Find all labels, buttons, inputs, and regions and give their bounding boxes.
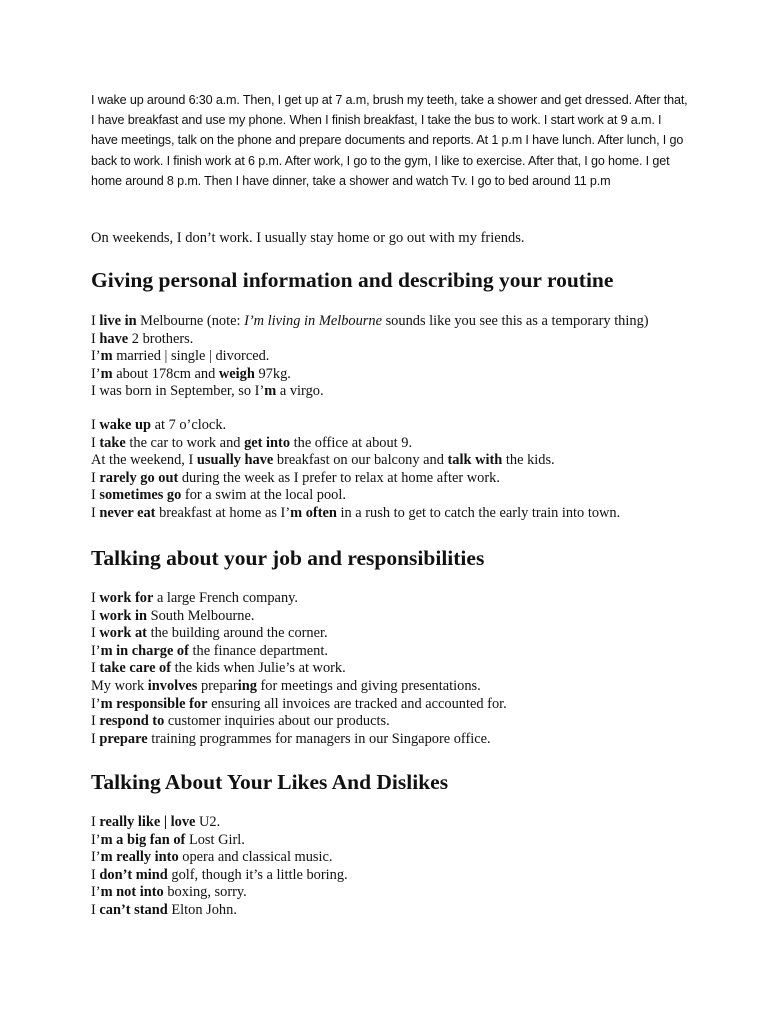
key-phrase: m [100, 365, 113, 382]
line-text: in a rush to get to catch the early train into town. [336, 504, 621, 521]
line-text: for meetings and giving presentations. [256, 677, 481, 694]
phrase-line [91, 331, 731, 349]
line-text: I [91, 866, 100, 883]
section-job-lines [91, 590, 731, 748]
phrase-line [91, 884, 731, 902]
italic-phrase: I’m living in Melbourne [244, 313, 382, 329]
line-text: the office at about 9. [290, 434, 413, 451]
weekend-paragraph: On weekends, I don’t work. I usually stay home or go out with my friends. [91, 230, 525, 246]
phrase-line [91, 902, 731, 920]
phrase-line [91, 417, 731, 435]
key-phrase: ing [237, 677, 257, 694]
line-text: I [91, 330, 100, 347]
line-text: about 178cm and [112, 365, 219, 382]
line-text: I’ [91, 365, 101, 382]
phrase-line [91, 348, 731, 366]
line-gap [91, 401, 731, 417]
line-text: I’ [91, 695, 101, 712]
phrase-line [91, 660, 731, 678]
line-text: boxing, sorry. [163, 884, 247, 901]
phrase-line [91, 590, 731, 608]
key-phrase: work in [99, 607, 147, 624]
line-text: I’ [91, 642, 101, 659]
line-text: sounds like you see this as a temporary thing) [381, 313, 649, 329]
key-phrase: wake up [99, 416, 151, 433]
key-phrase: have [99, 330, 129, 347]
key-phrase: really like | love [99, 814, 196, 830]
phrase-line [91, 696, 731, 714]
key-phrase: never eat [99, 504, 156, 521]
line-text: the finance department. [188, 642, 328, 659]
key-phrase: talk with [447, 452, 503, 469]
phrase-line [91, 366, 731, 384]
key-phrase: m [264, 383, 277, 400]
line-text: I [91, 487, 100, 504]
line-text: customer inquiries about our products. [164, 713, 390, 730]
line-text: U2. [195, 814, 221, 830]
phrase-line [91, 625, 731, 643]
key-phrase: rarely go out [99, 469, 179, 486]
phrase-line [91, 832, 731, 850]
key-phrase: weigh [218, 365, 255, 382]
line-text: I [91, 434, 100, 451]
line-text: married | single | divorced. [112, 348, 270, 365]
phrase-line [91, 713, 731, 731]
phrase-line [91, 452, 731, 470]
line-text: the car to work and [125, 434, 245, 451]
key-phrase: m [100, 348, 113, 365]
line-text: I [91, 660, 100, 677]
line-text: 2 brothers. [128, 330, 194, 347]
phrase-line [91, 313, 731, 331]
line-text: training programmes for managers in our Singapore office. [147, 730, 491, 747]
phrase-line [91, 383, 731, 401]
key-phrase: m not into [100, 884, 164, 901]
line-text: for a swim at the local pool. [181, 487, 346, 504]
intro-paragraph: I wake up around 6:30 a.m. Then, I get up at 7 a.m, brush my teeth, take a shower and get dressed. After that, I have breakfast and use my phone. When I finish breakfast, I take the bus to work. I start work at 9 a.m. I have meetings, talk on the phone and prepare documents and reports. At 1 p.m I have lunch. After lunch, I go back to work. I finish work at 6 p.m. After work, I go to the gym, I like to exercise. After that, I go home. I get home around 8 p.m. Then I have dinner, take a shower and watch Tv. I go to bed around 11 p.m [91, 93, 688, 188]
line-text: I [91, 730, 100, 747]
key-phrase: usually have [196, 452, 274, 469]
key-phrase: don’t mind [99, 866, 168, 883]
section-personal-info-lines [91, 313, 731, 523]
key-phrase: m really into [100, 849, 179, 866]
line-text: I’ [91, 849, 101, 866]
key-phrase: m often [290, 504, 337, 521]
phrase-line [91, 814, 731, 832]
line-text: South Melbourne. [146, 607, 255, 624]
section-heading-likes: Talking About Your Likes And Dislikes [91, 770, 449, 794]
line-text: I [91, 814, 100, 830]
line-text: At the weekend, I [91, 452, 197, 469]
line-text: I [91, 713, 100, 730]
line-text: My work [91, 677, 148, 694]
line-text: the building around the corner. [146, 625, 328, 642]
section-heading-personal-info: Giving personal information and describing your routine [91, 268, 614, 292]
line-text: a virgo. [276, 383, 324, 400]
line-text: Melbourne (note: [136, 313, 245, 329]
phrase-line [91, 435, 731, 453]
line-text: opera and classical music. [178, 849, 333, 866]
line-text: I [91, 901, 100, 918]
line-text: I [91, 416, 100, 433]
line-text: I [91, 625, 100, 642]
phrase-line [91, 487, 731, 505]
phrase-line [91, 470, 731, 488]
key-phrase: work at [99, 625, 147, 642]
phrase-line [91, 731, 731, 749]
key-phrase: get into [244, 434, 291, 451]
line-text: a large French company. [153, 590, 298, 606]
key-phrase: m in charge of [100, 642, 189, 659]
line-text: 97kg. [254, 365, 291, 382]
key-phrase: sometimes go [99, 487, 182, 504]
line-text: breakfast on our balcony and [273, 452, 448, 469]
line-text: at 7 o’clock. [150, 416, 227, 433]
phrase-line [91, 643, 731, 661]
line-text: I’ [91, 348, 101, 365]
line-text: Elton John. [167, 901, 237, 918]
line-text: during the week as I prefer to relax at home after work. [178, 469, 500, 486]
key-phrase: take care of [99, 660, 172, 677]
line-text: I [91, 469, 100, 486]
section-heading-job: Talking about your job and responsibilities [91, 546, 485, 570]
line-text: I’ [91, 884, 101, 901]
key-phrase: respond to [99, 713, 165, 730]
phrase-line [91, 608, 731, 626]
phrase-line [91, 867, 731, 885]
line-text: I was born in September, so I’ [91, 383, 265, 400]
line-text: the kids. [502, 452, 555, 469]
line-text: I [91, 590, 100, 606]
line-text: prepar [197, 677, 238, 694]
line-text: ensuring all invoices are tracked and accounted for. [207, 695, 507, 712]
key-phrase: m a big fan of [100, 831, 186, 848]
key-phrase: m responsible for [100, 695, 208, 712]
key-phrase: take [99, 434, 126, 451]
line-text: I [91, 607, 100, 624]
line-text: I [91, 313, 100, 329]
key-phrase: work for [99, 590, 154, 606]
line-text: golf, though it’s a little boring. [167, 866, 348, 883]
line-text: the kids when Julie’s at work. [171, 660, 346, 677]
key-phrase: live in [99, 313, 137, 329]
phrase-line [91, 849, 731, 867]
line-text: Lost Girl. [185, 831, 245, 848]
key-phrase: prepare [99, 730, 148, 747]
key-phrase: can’t stand [99, 901, 168, 918]
section-likes-lines [91, 814, 731, 920]
phrase-line [91, 678, 731, 696]
key-phrase: involves [147, 677, 198, 694]
phrase-line [91, 505, 731, 523]
line-text: I’ [91, 831, 101, 848]
line-text: breakfast at home as I’ [155, 504, 291, 521]
line-text: I [91, 504, 100, 521]
